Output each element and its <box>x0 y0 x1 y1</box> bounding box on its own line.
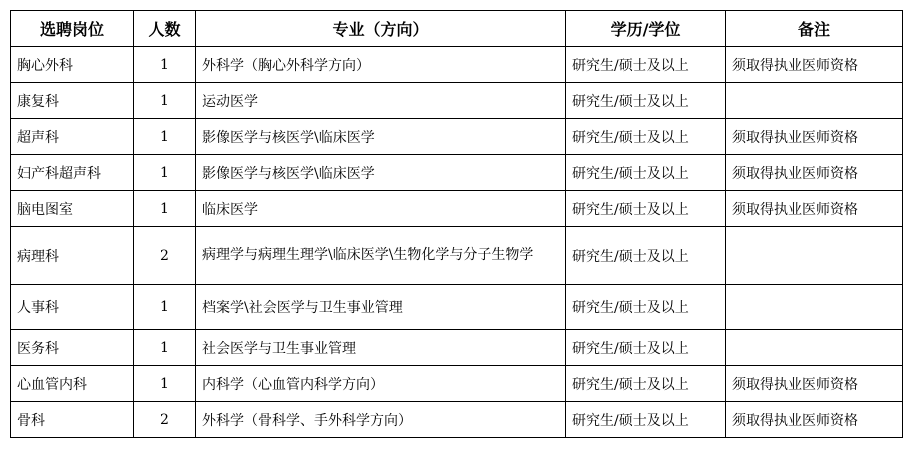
table-header-row <box>11 11 903 47</box>
cell-count: 1 <box>134 285 196 330</box>
table-row <box>11 83 903 119</box>
cell-post: 医务科 <box>11 330 134 366</box>
cell-count: 1 <box>134 47 196 83</box>
header-note: 备注 <box>726 11 903 47</box>
cell-note: 须取得执业医师资格 <box>726 119 903 155</box>
cell-degree: 研究生/硕士及以上 <box>566 155 726 191</box>
cell-post: 超声科 <box>11 119 134 155</box>
table-row <box>11 191 903 227</box>
cell-post: 心血管内科 <box>11 366 134 402</box>
cell-major: 外科学（骨科学、手外科学方向） <box>196 402 566 438</box>
table-row <box>11 155 903 191</box>
cell-degree: 研究生/硕士及以上 <box>566 366 726 402</box>
cell-count: 1 <box>134 155 196 191</box>
cell-note <box>726 227 903 285</box>
cell-count: 1 <box>134 83 196 119</box>
table-row <box>11 402 903 438</box>
cell-post: 脑电图室 <box>11 191 134 227</box>
cell-degree: 研究生/硕士及以上 <box>566 119 726 155</box>
cell-count: 1 <box>134 191 196 227</box>
table-row <box>11 47 903 83</box>
cell-note: 须取得执业医师资格 <box>726 402 903 438</box>
table-row <box>11 285 903 330</box>
cell-degree: 研究生/硕士及以上 <box>566 227 726 285</box>
cell-post: 骨科 <box>11 402 134 438</box>
cell-post: 病理科 <box>11 227 134 285</box>
cell-count: 1 <box>134 119 196 155</box>
cell-post: 胸心外科 <box>11 47 134 83</box>
cell-count: 2 <box>134 227 196 285</box>
header-count: 人数 <box>134 11 196 47</box>
cell-major: 外科学（胸心外科学方向） <box>196 47 566 83</box>
cell-post: 妇产科超声科 <box>11 155 134 191</box>
cell-major: 临床医学 <box>196 191 566 227</box>
cell-degree: 研究生/硕士及以上 <box>566 47 726 83</box>
table-row <box>11 330 903 366</box>
table-row <box>11 366 903 402</box>
header-degree: 学历/学位 <box>566 11 726 47</box>
cell-post: 人事科 <box>11 285 134 330</box>
cell-degree: 研究生/硕士及以上 <box>566 83 726 119</box>
table-row <box>11 119 903 155</box>
cell-degree: 研究生/硕士及以上 <box>566 330 726 366</box>
cell-count: 1 <box>134 366 196 402</box>
cell-note <box>726 330 903 366</box>
cell-count: 2 <box>134 402 196 438</box>
cell-note: 须取得执业医师资格 <box>726 191 903 227</box>
cell-note: 须取得执业医师资格 <box>726 155 903 191</box>
cell-note <box>726 285 903 330</box>
cell-major: 病理学与病理生理学\临床医学\生物化学与分子生物学 <box>196 227 566 285</box>
cell-note: 须取得执业医师资格 <box>726 366 903 402</box>
cell-post: 康复科 <box>11 83 134 119</box>
recruitment-table <box>10 10 903 438</box>
cell-note: 须取得执业医师资格 <box>726 47 903 83</box>
cell-major: 运动医学 <box>196 83 566 119</box>
cell-degree: 研究生/硕士及以上 <box>566 191 726 227</box>
table-row <box>11 227 903 285</box>
cell-note <box>726 83 903 119</box>
header-post: 选聘岗位 <box>11 11 134 47</box>
cell-major: 档案学\社会医学与卫生事业管理 <box>196 285 566 330</box>
cell-major: 内科学（心血管内科学方向） <box>196 366 566 402</box>
cell-major: 影像医学与核医学\临床医学 <box>196 155 566 191</box>
cell-count: 1 <box>134 330 196 366</box>
cell-degree: 研究生/硕士及以上 <box>566 402 726 438</box>
cell-major: 社会医学与卫生事业管理 <box>196 330 566 366</box>
cell-degree: 研究生/硕士及以上 <box>566 285 726 330</box>
header-major: 专业（方向） <box>196 11 566 47</box>
cell-major: 影像医学与核医学\临床医学 <box>196 119 566 155</box>
